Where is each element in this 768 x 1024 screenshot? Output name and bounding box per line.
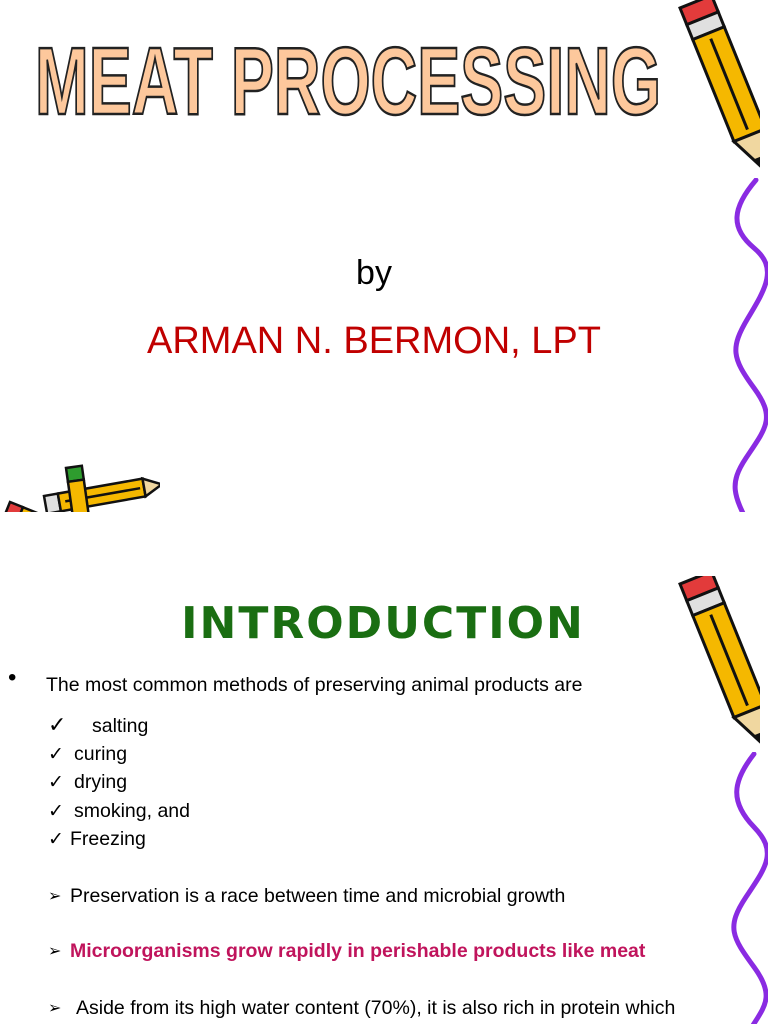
method-item: [48, 712, 148, 738]
arrow-bullet-icon: ➢: [48, 1000, 62, 1017]
pencil-icon: [640, 0, 760, 190]
point-text: Preservation is a race between time and microbial growth: [70, 885, 566, 907]
point-text-highlight: Microorganisms grow rapidly in perishable products like meat: [70, 940, 646, 962]
pencil-icon: [640, 576, 760, 766]
introduction-slide: [0, 512, 768, 1024]
checkmark-icon: ✓: [48, 772, 64, 793]
method-item: [48, 771, 127, 794]
method-item: [48, 828, 146, 851]
method-label: smoking, and: [74, 800, 190, 822]
slide-title-text: MEAT PROCESSING: [35, 28, 661, 132]
point-item: [48, 885, 565, 908]
method-label: drying: [74, 771, 128, 793]
method-item: [48, 800, 190, 823]
checkmark-icon: ✓: [48, 801, 64, 822]
lead-text: The most common methods of preserving animal products are: [46, 674, 583, 696]
arrow-bullet-icon: ➢: [48, 943, 62, 960]
point-item: [48, 997, 675, 1020]
point-item: [48, 940, 645, 963]
crossed-pencils-icon: [0, 462, 160, 512]
checkmark-icon: ✓: [48, 744, 64, 765]
introduction-heading: INTRODUCTION: [181, 598, 585, 649]
author-name: ARMAN N. BERMON, LPT: [147, 320, 601, 362]
bullet-icon: •: [8, 664, 17, 691]
method-label: Freezing: [70, 828, 146, 850]
point-text: Aside from its high water content (70%), it is also rich in protein which: [76, 997, 676, 1019]
checkmark-icon: ✓: [48, 829, 64, 850]
method-item: [48, 743, 127, 766]
by-label: by: [356, 254, 392, 292]
method-label: curing: [74, 743, 128, 765]
checkmark-icon: ✓: [48, 712, 67, 737]
arrow-bullet-icon: ➢: [48, 888, 62, 905]
method-label: salting: [92, 715, 149, 737]
wavy-line-decoration: [724, 752, 768, 1024]
slide-title: [28, 22, 668, 132]
